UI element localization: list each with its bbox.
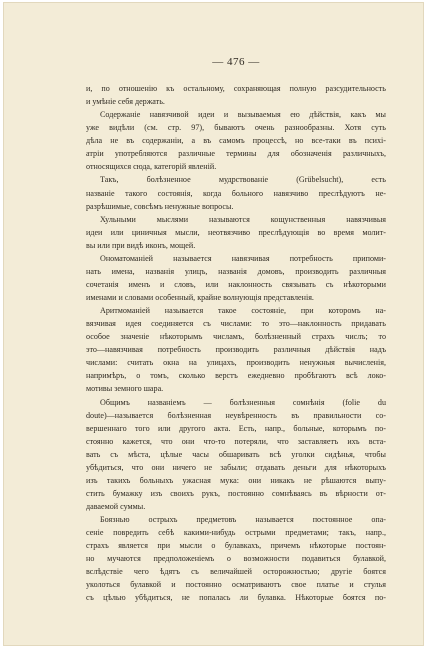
text-line: это—навязчивая потребность производить различныя дѣйствія надъ bbox=[86, 345, 386, 355]
text-line: мотивы земного шара. bbox=[86, 384, 164, 394]
page-text bbox=[86, 55, 386, 605]
text-line: стить бумажку изъ своихъ рукъ, постоянно сомнѣваясь въ вѣрности от- bbox=[86, 488, 386, 498]
text-line: изъ такихъ больныхъ ужасная мука: они никакъ не рѣшаются выпу- bbox=[86, 475, 386, 485]
body-text bbox=[86, 82, 386, 605]
text-line: нать имена, названія улицъ, названія домовъ, производить различныя bbox=[86, 266, 386, 276]
text-line: относящихся сюда, категорій явленій. bbox=[86, 162, 217, 172]
text-line: но мучаются предположеніемъ о возможности подавиться булавкой, bbox=[86, 554, 386, 564]
text-line: и умѣніе себя держать. bbox=[86, 97, 165, 107]
text-line: сочетанія именъ и словъ, или наклонность связывать съ нѣкоторыми bbox=[86, 279, 386, 289]
text-line: именами и словами особенный, крайне волнующія представленія. bbox=[86, 293, 314, 302]
text-line: Боязнью острыхъ предметовъ называется постоянное опа- bbox=[100, 515, 386, 525]
text-line: напримѣръ, о томъ, сколько верстъ ежедневно пробѣгаютъ всѣ локо- bbox=[86, 371, 386, 381]
page-number: — 476 — bbox=[212, 56, 260, 68]
text-line: Общимъ названіемъ — болѣзненныя сомнѣнія (folie du bbox=[100, 397, 386, 407]
text-line: doute)—называется болѣзненная неувѣренность въ правильности со- bbox=[86, 410, 386, 420]
text-line: вы или при видѣ иконъ, мощей. bbox=[86, 240, 196, 250]
text-line: даваемой суммы. bbox=[86, 502, 146, 511]
text-line: Содержаніе навязчивой идеи и вызываемыя ею дѣйствія, какъ мы bbox=[100, 110, 386, 120]
text-line: уже видѣли (см. стр. 97), бываютъ очень разнообразны. Хотя суть bbox=[86, 123, 386, 133]
text-line: Ономатоманіей называется навязчивая потребность припоми- bbox=[100, 253, 386, 263]
text-line: уколоться булавкой и постоянно осматриваютъ свое платье и стулья bbox=[86, 580, 386, 590]
text-line: атріи употребляются различные термины для обозначенія различныхъ, bbox=[86, 149, 386, 159]
text-line: Такъ, болѣзненное мудрствованіе (Grübelsucht), есть bbox=[100, 175, 386, 185]
text-line: вершеннаго того или другого акта. Есть, напр., больные, которымъ по- bbox=[86, 423, 386, 433]
book-page bbox=[4, 3, 423, 645]
text-line: числами: считать окна на улицахъ, производить ненужныя вычисленія, bbox=[86, 358, 386, 368]
text-line: и, по отношенію къ остальному, сохраняющая полную разсудительность bbox=[86, 84, 386, 93]
text-line: разрѣшимые, совсѣмъ ненужные вопросы. bbox=[86, 201, 234, 211]
text-line: вязчивая идея соединяется съ числами: то это—наклонность придавать bbox=[86, 319, 386, 329]
text-line: вслѣдствіе чего ѣдятъ съ величайшей осторожностью; другіе боятся bbox=[86, 567, 386, 577]
text-line: страхъ является при мысли о булавкахъ, причемъ нѣкоторые постоян- bbox=[86, 541, 386, 551]
text-line: названіе такого состоянія, когда больного навязчиво преслѣдуютъ не- bbox=[86, 188, 386, 198]
text-line: дѣла не въ содержаніи, а въ самомъ процессѣ, но все-таки въ психі- bbox=[86, 136, 386, 146]
text-line: съ цѣлью убѣдиться, не попалась ли булавка. Нѣкоторые боятся по- bbox=[86, 593, 386, 603]
text-line: вать съ мѣста, цѣлые часы обшаривать всѣ уголки сидѣнья, чтобы bbox=[86, 449, 386, 459]
text-line: Аритмоманіей называется такое состояніе, при которомъ на- bbox=[100, 306, 386, 316]
text-line: идеи или циничныя мысли, неотвязчиво преслѣдующія во время молит- bbox=[86, 227, 386, 237]
text-line: убѣдиться, что они ничего не забыли; отдавать деньги для нѣкоторыхъ bbox=[86, 462, 386, 472]
text-line: особое значеніе нѣкоторымъ числамъ, болѣзненный страхъ числъ; то bbox=[86, 332, 386, 342]
text-line: стоянно кажется, что они что-то потеряли, что заставляетъ ихъ вста- bbox=[86, 436, 386, 446]
text-line: сеніе повредить себѣ какими-нибудь острыми предметами; такъ, напр., bbox=[86, 528, 386, 538]
text-line: Хульными мыслями называются кощунственныя навязчивыя bbox=[100, 214, 386, 224]
